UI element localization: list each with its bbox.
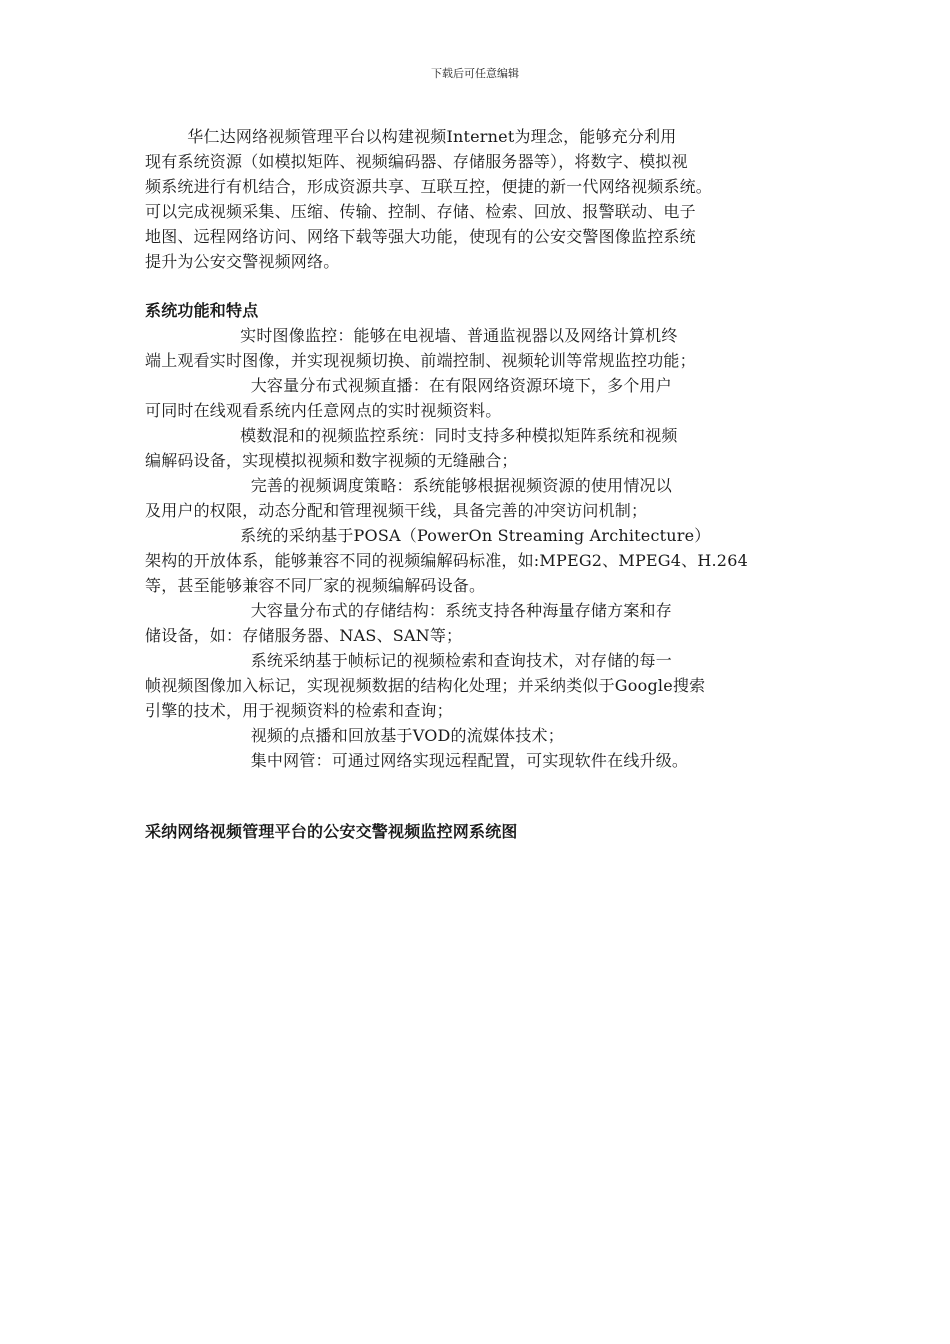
feature-line: 编解码设备，实现模拟视频和数字视频的无缝融合； (145, 451, 518, 470)
feature-line: 实时图像监控：能够在电视墙、普通监视器以及网络计算机终 (145, 326, 678, 345)
feature-line: 大容量分布式视频直播：在有限网络资源环境下，多个用户 (145, 376, 672, 395)
intro-line: 华仁达网络视频管理平台以构建视频Internet为理念，能够充分利用 (145, 127, 677, 146)
feature-line: 模数混和的视频监控系统：同时支持多种模拟矩阵系统和视频 (145, 426, 678, 445)
header-note: 下载后可任意编辑 (431, 67, 519, 80)
feature-line: 储设备，如：存储服务器、NAS、SAN等； (145, 626, 463, 645)
feature-line: 等，甚至能够兼容不同厂家的视频编解码设备。 (145, 576, 486, 595)
feature-line: 可同时在线观看系统内任意网点的实时视频资料。 (145, 401, 502, 420)
diagram-heading: 采纳网络视频管理平台的公安交警视频监控网系统图 (145, 822, 518, 841)
feature-line: 引擎的技术，用于视频资料的检索和查询； (145, 701, 453, 720)
intro-line: 频系统进行有机结合，形成资源共享、互联互控，便捷的新一代网络视频系统。 (145, 177, 713, 196)
feature-line: 大容量分布式的存储结构：系统支持各种海量存储方案和存 (145, 601, 672, 620)
features-heading: 系统功能和特点 (145, 301, 259, 320)
feature-line: 系统的采纳基于POSA（PowerOn Streaming Architecture） (145, 526, 711, 545)
intro-line: 可以完成视频采集、压缩、传输、控制、存储、检索、回放、报警联动、电子 (145, 202, 696, 221)
feature-line: 端上观看实时图像，并实现视频切换、前端控制、视频轮训等常规监控功能； (145, 351, 696, 370)
feature-line: 完善的视频调度策略：系统能够根据视频资源的使用情况以 (145, 476, 672, 495)
feature-line: 帧视频图像加入标记，实现视频数据的结构化处理；并采纳类似于Google搜索 (145, 676, 706, 695)
feature-line: 架构的开放体系，能够兼容不同的视频编解码标准，如:MPEG2、MPEG4、H.264 (145, 551, 748, 570)
intro-paragraph (145, 124, 825, 274)
feature-line: 集中网管：可通过网络实现远程配置，可实现软件在线升级。 (145, 751, 689, 770)
intro-line: 现有系统资源（如模拟矩阵、视频编码器、存储服务器等），将数字、模拟视 (145, 152, 688, 171)
feature-line: 系统采纳基于帧标记的视频检索和查询技术，对存储的每一 (145, 651, 672, 670)
intro-line: 提升为公安交警视频网络。 (145, 252, 340, 271)
intro-line: 地图、远程网络访问、网络下载等强大功能，使现有的公安交警图像监控系统 (145, 227, 696, 246)
feature-line: 视频的点播和回放基于VOD的流媒体技术； (145, 726, 564, 745)
feature-line: 及用户的权限，动态分配和管理视频干线，具备完善的冲突访问机制； (145, 501, 648, 520)
features-list (145, 323, 825, 773)
